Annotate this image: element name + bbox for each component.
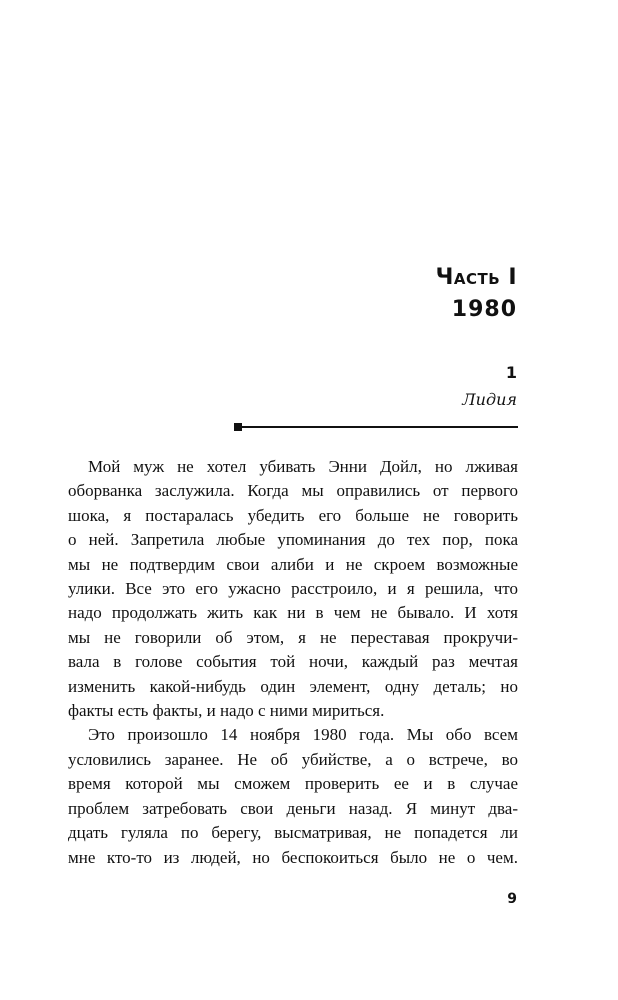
body-text	[68, 455, 518, 870]
text-line: мы не говорили об этом, я не переставая прокручи-	[68, 627, 518, 647]
chapter-number: 1	[505, 363, 517, 382]
text-line: мы не подтвердим свои алиби и не скроем возможные	[68, 554, 518, 574]
chapter-divider	[234, 422, 518, 432]
text-line: Мой муж не хотел убивать Энни Дойл, но лживая	[88, 457, 518, 476]
divider-line	[241, 426, 518, 428]
text-line: изменить какой-нибудь один элемент, одну деталь; но	[68, 676, 518, 696]
text-line: время которой мы сможем проверить ее и в случае	[68, 774, 518, 794]
text-line: шока, я постаралась убедить его больше не говорить	[68, 505, 518, 525]
page-number: 9	[507, 891, 517, 907]
text-line: улики. Все это его ужасно расстроило, и я решила, что	[68, 579, 518, 599]
text-line: Это произошло 14 ноября 1980 года. Мы обо всем	[88, 725, 518, 745]
text-line: вала в голове события той ночи, каждый раз мечтая	[68, 652, 518, 672]
text-line: мне кто-то из людей, но беспокоиться было не о чем.	[68, 847, 518, 867]
part-year: 1980	[451, 297, 517, 322]
text-line: о ней. Запретила любые упоминания до тех пор, пока	[68, 530, 518, 550]
text-line: факты есть факты, и надо с ними мириться.	[68, 701, 385, 721]
text-line: проблем затребовать свои деньги назад. Я минут два-	[68, 798, 518, 818]
text-line: оборванка заслужила. Когда мы оправились от первого	[68, 481, 518, 501]
text-line: надо продолжать жить как ни в чем не бывало. И хотя	[68, 603, 518, 623]
text-line: условились заранее. Не об убийстве, а о встрече, во	[68, 749, 518, 769]
chapter-name: Лидия	[462, 390, 517, 409]
part-heading	[436, 262, 517, 326]
part-title: Часть I	[435, 265, 517, 290]
text-line: дцать гуляла по берегу, высматривая, не попадется ли	[68, 823, 518, 843]
